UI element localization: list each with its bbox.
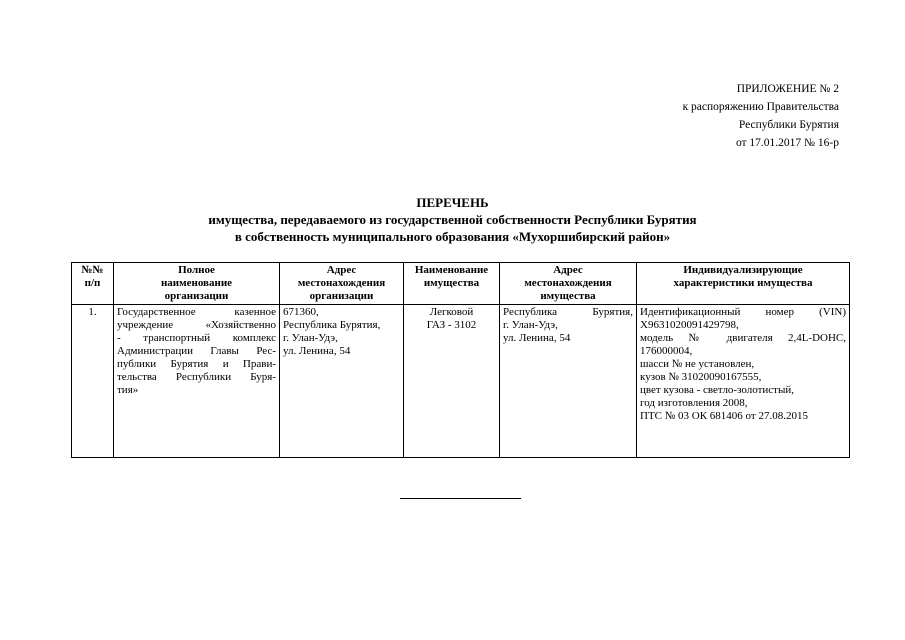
header-property-name <box>404 263 500 305</box>
org-name-line: - транспортный комплекс <box>117 332 276 344</box>
org-address-line: 671360, <box>283 306 319 318</box>
cell-property-name <box>404 305 500 458</box>
header-org-name <box>114 263 280 305</box>
org-address-line: Республика Бурятия, <box>283 319 381 331</box>
appendix-header <box>683 80 839 152</box>
document-title <box>0 194 905 245</box>
header-text: наименование <box>160 277 233 289</box>
header-property-address <box>500 263 637 305</box>
cell-number: 1. <box>72 305 114 458</box>
characteristic-line: кузов № 31020090167555, <box>640 371 762 383</box>
cell-characteristics <box>637 305 850 458</box>
header-text: организации <box>164 290 229 302</box>
header-text: Наименование <box>414 264 489 276</box>
characteristic-line: шасси № не установлен, <box>640 358 755 370</box>
org-name-line: учреждение «Хозяйственно <box>117 319 276 331</box>
org-address-line: ул. Ленина, 54 <box>283 345 351 357</box>
org-name-line: публики Бурятия и Прави- <box>117 358 276 370</box>
cell-org-name <box>114 305 280 458</box>
org-name-line: Администрации Главы Рес- <box>117 345 276 357</box>
characteristic-line: год изготовления 2008, <box>640 397 748 409</box>
appendix-date: от 17.01.2017 № 16-р <box>735 137 839 149</box>
characteristic-line: 176000004, <box>640 345 693 357</box>
property-address-line: ул. Ленина, 54 <box>503 332 571 344</box>
title-line-2: имущества, передаваемого из государственной собственности Республики Бурятия <box>208 212 697 227</box>
header-text: местонахождения <box>297 277 386 289</box>
org-name-line: Государственное казенное <box>117 306 276 318</box>
header-text: имущества <box>423 277 480 289</box>
header-text: №№ <box>81 264 104 276</box>
end-divider-line <box>400 498 521 499</box>
appendix-government: Республики Бурятия <box>738 119 839 131</box>
header-text: организации <box>309 290 374 302</box>
header-text: имущества <box>540 290 596 302</box>
header-text: характеристики имущества <box>673 277 813 289</box>
property-address-line: Республика Бурятия, <box>503 306 633 318</box>
org-name-line: тия» <box>117 384 139 396</box>
characteristic-line: цвет кузова - светло-золотистый, <box>640 384 794 396</box>
cell-org-address <box>280 305 404 458</box>
property-address-line: г. Улан-Удэ, <box>503 319 558 331</box>
title-line-3: в собственность муниципального образования «Мухоршибирский район» <box>234 229 671 244</box>
header-text: местонахождения <box>524 277 612 289</box>
property-table <box>71 262 850 458</box>
header-text: Адрес <box>326 264 357 276</box>
header-org-address <box>280 263 404 305</box>
characteristic-line: модель № двигателя 2,4L-DOHC, <box>640 332 846 344</box>
header-text: Адрес <box>553 264 583 276</box>
header-number <box>72 263 114 305</box>
appendix-number: ПРИЛОЖЕНИЕ № 2 <box>736 83 839 95</box>
org-name-line: тельства Республики Буря- <box>117 371 276 383</box>
header-text: Индивидуализирующие <box>683 264 803 276</box>
property-name-line: ГАЗ - 3102 <box>426 319 477 331</box>
characteristic-line: Идентификационный номер (VIN) <box>640 306 846 318</box>
characteristic-line: ПТС № 03 ОК 681406 от 27.08.2015 <box>640 410 808 422</box>
org-address-line: г. Улан-Удэ, <box>283 332 338 344</box>
property-name-line: Легковой <box>429 306 474 318</box>
table-header-row <box>72 263 850 305</box>
characteristic-line: X9631020091429798, <box>640 319 739 331</box>
appendix-reference: к распоряжению Правительства <box>682 101 839 113</box>
table-row <box>72 305 850 458</box>
header-text: п/п <box>84 277 101 289</box>
cell-property-address <box>500 305 637 458</box>
header-characteristics <box>637 263 850 305</box>
title-heading: ПЕРЕЧЕНЬ <box>416 195 489 210</box>
header-text: Полное <box>178 264 215 276</box>
